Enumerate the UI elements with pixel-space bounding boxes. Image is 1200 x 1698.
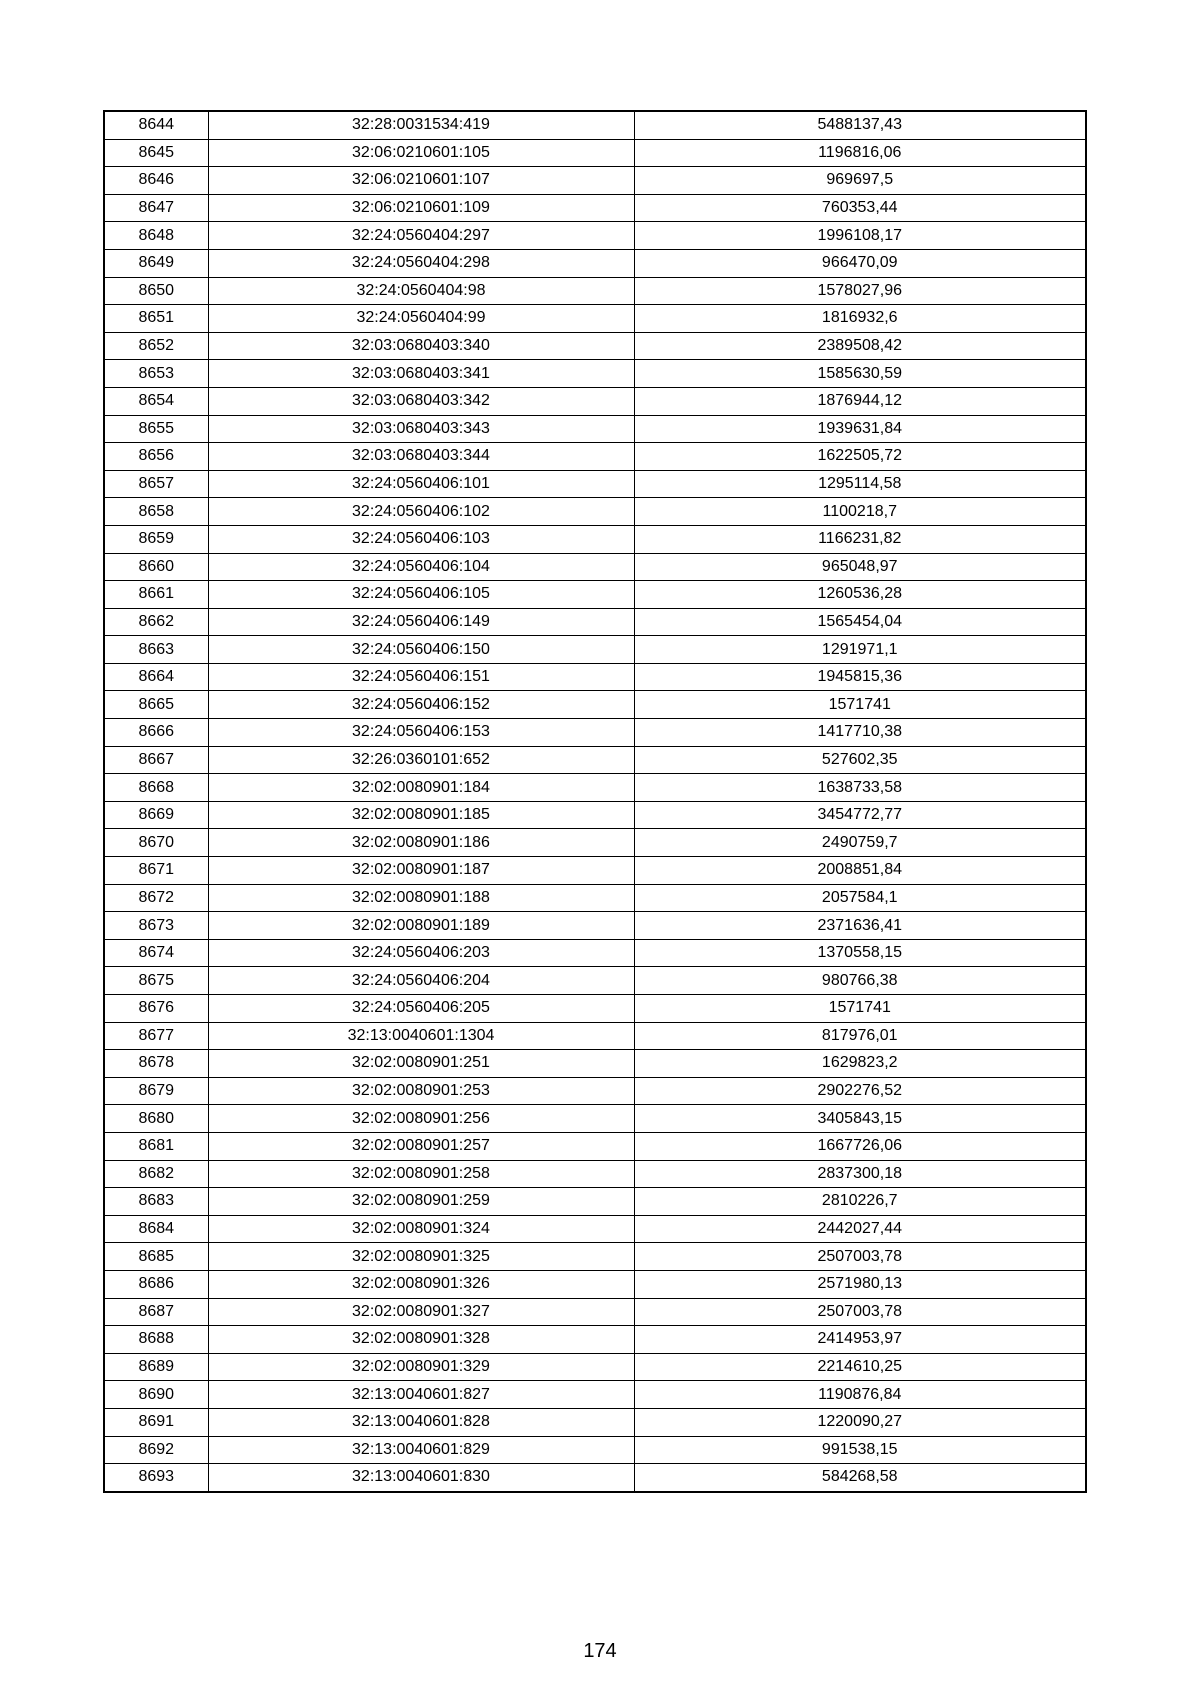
row-number-cell: 8680: [104, 1105, 208, 1133]
value-cell: 1622505,72: [634, 443, 1086, 471]
row-number-cell: 8649: [104, 249, 208, 277]
cadastral-number-cell: 32:02:0080901:188: [208, 884, 634, 912]
value-cell: 2442027,44: [634, 1215, 1086, 1243]
cadastral-number-cell: 32:13:0040601:1304: [208, 1022, 634, 1050]
row-number-cell: 8658: [104, 498, 208, 526]
value-cell: 1196816,06: [634, 139, 1086, 167]
table-row: [104, 691, 1086, 719]
table-row: [104, 553, 1086, 581]
table-row: [104, 1464, 1086, 1492]
table-row: [104, 608, 1086, 636]
table-row: [104, 360, 1086, 388]
cadastral-number-cell: 32:24:0560406:203: [208, 939, 634, 967]
value-cell: 2507003,78: [634, 1298, 1086, 1326]
value-cell: 2371636,41: [634, 912, 1086, 940]
value-cell: 2507003,78: [634, 1243, 1086, 1271]
value-cell: 527602,35: [634, 746, 1086, 774]
row-number-cell: 8683: [104, 1188, 208, 1216]
cadastral-number-cell: 32:03:0680403:344: [208, 443, 634, 471]
row-number-cell: 8650: [104, 277, 208, 305]
row-number-cell: 8686: [104, 1270, 208, 1298]
cadastral-number-cell: 32:06:0210601:105: [208, 139, 634, 167]
row-number-cell: 8667: [104, 746, 208, 774]
value-cell: 3405843,15: [634, 1105, 1086, 1133]
value-cell: 1260536,28: [634, 581, 1086, 609]
row-number-cell: 8656: [104, 443, 208, 471]
value-cell: 2414953,97: [634, 1326, 1086, 1354]
cadastral-number-cell: 32:02:0080901:328: [208, 1326, 634, 1354]
cadastral-number-cell: 32:02:0080901:329: [208, 1353, 634, 1381]
row-number-cell: 8644: [104, 111, 208, 139]
value-cell: 966470,09: [634, 249, 1086, 277]
cadastral-number-cell: 32:03:0680403:341: [208, 360, 634, 388]
table-row: [104, 1243, 1086, 1271]
table-row: [104, 415, 1086, 443]
cadastral-number-cell: 32:02:0080901:256: [208, 1105, 634, 1133]
row-number-cell: 8671: [104, 857, 208, 885]
value-cell: 760353,44: [634, 194, 1086, 222]
row-number-cell: 8653: [104, 360, 208, 388]
value-cell: 1295114,58: [634, 470, 1086, 498]
value-cell: 3454772,77: [634, 801, 1086, 829]
table-row: [104, 1160, 1086, 1188]
value-cell: 1571741: [634, 995, 1086, 1023]
row-number-cell: 8691: [104, 1408, 208, 1436]
value-cell: 2810226,7: [634, 1188, 1086, 1216]
cadastral-number-cell: 32:03:0680403:342: [208, 387, 634, 415]
table-row: [104, 1105, 1086, 1133]
value-cell: 1816932,6: [634, 305, 1086, 333]
value-cell: 1100218,7: [634, 498, 1086, 526]
cadastral-number-cell: 32:03:0680403:343: [208, 415, 634, 443]
cadastral-number-cell: 32:24:0560406:204: [208, 967, 634, 995]
cadastral-number-cell: 32:02:0080901:326: [208, 1270, 634, 1298]
cadastral-number-cell: 32:24:0560406:152: [208, 691, 634, 719]
row-number-cell: 8688: [104, 1326, 208, 1354]
value-cell: 1370558,15: [634, 939, 1086, 967]
table-row: [104, 470, 1086, 498]
row-number-cell: 8652: [104, 332, 208, 360]
value-cell: 1190876,84: [634, 1381, 1086, 1409]
cadastral-number-cell: 32:02:0080901:324: [208, 1215, 634, 1243]
row-number-cell: 8662: [104, 608, 208, 636]
row-number-cell: 8690: [104, 1381, 208, 1409]
value-cell: 991538,15: [634, 1436, 1086, 1464]
table-row: [104, 829, 1086, 857]
cadastral-number-cell: 32:13:0040601:827: [208, 1381, 634, 1409]
table-row: [104, 1270, 1086, 1298]
cadastral-number-cell: 32:13:0040601:829: [208, 1436, 634, 1464]
cadastral-number-cell: 32:24:0560404:297: [208, 222, 634, 250]
value-cell: 969697,5: [634, 167, 1086, 195]
row-number-cell: 8677: [104, 1022, 208, 1050]
table-row: [104, 387, 1086, 415]
row-number-cell: 8670: [104, 829, 208, 857]
row-number-cell: 8665: [104, 691, 208, 719]
row-number-cell: 8664: [104, 663, 208, 691]
row-number-cell: 8684: [104, 1215, 208, 1243]
cadastral-number-cell: 32:02:0080901:259: [208, 1188, 634, 1216]
row-number-cell: 8692: [104, 1436, 208, 1464]
table-row: [104, 967, 1086, 995]
cadastral-number-cell: 32:24:0560406:102: [208, 498, 634, 526]
row-number-cell: 8655: [104, 415, 208, 443]
row-number-cell: 8654: [104, 387, 208, 415]
value-cell: 2571980,13: [634, 1270, 1086, 1298]
row-number-cell: 8659: [104, 525, 208, 553]
table-body: [104, 111, 1086, 1492]
table-row: [104, 884, 1086, 912]
cadastral-number-cell: 32:02:0080901:325: [208, 1243, 634, 1271]
table-row: [104, 1022, 1086, 1050]
table-row: [104, 1077, 1086, 1105]
cadastral-number-cell: 32:06:0210601:109: [208, 194, 634, 222]
cadastral-number-cell: 32:24:0560406:103: [208, 525, 634, 553]
value-cell: 584268,58: [634, 1464, 1086, 1492]
cadastral-number-cell: 32:02:0080901:187: [208, 857, 634, 885]
table-row: [104, 249, 1086, 277]
row-number-cell: 8648: [104, 222, 208, 250]
value-cell: 980766,38: [634, 967, 1086, 995]
table-row: [104, 939, 1086, 967]
row-number-cell: 8651: [104, 305, 208, 333]
cadastral-number-cell: 32:24:0560406:104: [208, 553, 634, 581]
row-number-cell: 8676: [104, 995, 208, 1023]
row-number-cell: 8660: [104, 553, 208, 581]
cadastral-number-cell: 32:02:0080901:189: [208, 912, 634, 940]
value-cell: 1996108,17: [634, 222, 1086, 250]
value-cell: 1939631,84: [634, 415, 1086, 443]
row-number-cell: 8687: [104, 1298, 208, 1326]
table-row: [104, 139, 1086, 167]
value-cell: 2490759,7: [634, 829, 1086, 857]
table-row: [104, 1132, 1086, 1160]
value-cell: 1571741: [634, 691, 1086, 719]
row-number-cell: 8672: [104, 884, 208, 912]
cadastral-number-cell: 32:02:0080901:258: [208, 1160, 634, 1188]
cadastral-number-cell: 32:02:0080901:185: [208, 801, 634, 829]
cadastral-number-cell: 32:28:0031534:419: [208, 111, 634, 139]
row-number-cell: 8682: [104, 1160, 208, 1188]
table-row: [104, 1436, 1086, 1464]
cadastral-number-cell: 32:24:0560406:151: [208, 663, 634, 691]
value-cell: 1667726,06: [634, 1132, 1086, 1160]
cadastral-number-cell: 32:24:0560406:205: [208, 995, 634, 1023]
row-number-cell: 8645: [104, 139, 208, 167]
row-number-cell: 8646: [104, 167, 208, 195]
cadastral-number-cell: 32:24:0560404:99: [208, 305, 634, 333]
table-row: [104, 305, 1086, 333]
row-number-cell: 8693: [104, 1464, 208, 1492]
table-row: [104, 746, 1086, 774]
row-number-cell: 8663: [104, 636, 208, 664]
row-number-cell: 8679: [104, 1077, 208, 1105]
value-cell: 2389508,42: [634, 332, 1086, 360]
table-row: [104, 194, 1086, 222]
cadastral-number-cell: 32:06:0210601:107: [208, 167, 634, 195]
cadastral-number-cell: 32:24:0560406:105: [208, 581, 634, 609]
value-cell: 1565454,04: [634, 608, 1086, 636]
table-row: [104, 1188, 1086, 1216]
cadastral-number-cell: 32:02:0080901:251: [208, 1050, 634, 1078]
value-cell: 2008851,84: [634, 857, 1086, 885]
row-number-cell: 8657: [104, 470, 208, 498]
row-number-cell: 8674: [104, 939, 208, 967]
table-row: [104, 663, 1086, 691]
table-row: [104, 443, 1086, 471]
table-row: [104, 332, 1086, 360]
table-row: [104, 774, 1086, 802]
table-row: [104, 222, 1086, 250]
row-number-cell: 8689: [104, 1353, 208, 1381]
cadastral-number-cell: 32:13:0040601:830: [208, 1464, 634, 1492]
value-cell: 5488137,43: [634, 111, 1086, 139]
table-row: [104, 1326, 1086, 1354]
page-number: 174: [583, 1640, 617, 1662]
value-cell: 1578027,96: [634, 277, 1086, 305]
value-cell: 1629823,2: [634, 1050, 1086, 1078]
table-row: [104, 857, 1086, 885]
value-cell: 1638733,58: [634, 774, 1086, 802]
cadastral-number-cell: 32:24:0560406:149: [208, 608, 634, 636]
table-row: [104, 581, 1086, 609]
cadastral-number-cell: 32:24:0560406:150: [208, 636, 634, 664]
table-row: [104, 1381, 1086, 1409]
row-number-cell: 8668: [104, 774, 208, 802]
row-number-cell: 8673: [104, 912, 208, 940]
row-number-cell: 8675: [104, 967, 208, 995]
value-cell: 2902276,52: [634, 1077, 1086, 1105]
row-number-cell: 8669: [104, 801, 208, 829]
row-number-cell: 8661: [104, 581, 208, 609]
cadastral-number-cell: 32:24:0560406:101: [208, 470, 634, 498]
value-cell: 2837300,18: [634, 1160, 1086, 1188]
row-number-cell: 8647: [104, 194, 208, 222]
value-cell: 1876944,12: [634, 387, 1086, 415]
table-row: [104, 1353, 1086, 1381]
cadastral-number-cell: 32:24:0560406:153: [208, 719, 634, 747]
table-row: [104, 111, 1086, 139]
cadastral-number-cell: 32:13:0040601:828: [208, 1408, 634, 1436]
table-row: [104, 801, 1086, 829]
value-cell: 1291971,1: [634, 636, 1086, 664]
cadastral-number-cell: 32:02:0080901:253: [208, 1077, 634, 1105]
data-table: [103, 110, 1087, 1493]
table-row: [104, 1408, 1086, 1436]
cadastral-number-cell: 32:24:0560404:98: [208, 277, 634, 305]
cadastral-number-cell: 32:03:0680403:340: [208, 332, 634, 360]
value-cell: 1585630,59: [634, 360, 1086, 388]
value-cell: 1945815,36: [634, 663, 1086, 691]
table-row: [104, 995, 1086, 1023]
cadastral-number-cell: 32:26:0360101:652: [208, 746, 634, 774]
table-row: [104, 498, 1086, 526]
table-row: [104, 277, 1086, 305]
value-cell: 1417710,38: [634, 719, 1086, 747]
table-row: [104, 1050, 1086, 1078]
value-cell: 965048,97: [634, 553, 1086, 581]
value-cell: 1220090,27: [634, 1408, 1086, 1436]
table-row: [104, 167, 1086, 195]
table-row: [104, 525, 1086, 553]
value-cell: 817976,01: [634, 1022, 1086, 1050]
table-row: [104, 719, 1086, 747]
row-number-cell: 8685: [104, 1243, 208, 1271]
table-row: [104, 1298, 1086, 1326]
table-row: [104, 636, 1086, 664]
row-number-cell: 8678: [104, 1050, 208, 1078]
cadastral-number-cell: 32:02:0080901:184: [208, 774, 634, 802]
cadastral-number-cell: 32:02:0080901:327: [208, 1298, 634, 1326]
value-cell: 1166231,82: [634, 525, 1086, 553]
value-cell: 2057584,1: [634, 884, 1086, 912]
cadastral-number-cell: 32:02:0080901:257: [208, 1132, 634, 1160]
cadastral-number-cell: 32:24:0560404:298: [208, 249, 634, 277]
row-number-cell: 8666: [104, 719, 208, 747]
row-number-cell: 8681: [104, 1132, 208, 1160]
cadastral-number-cell: 32:02:0080901:186: [208, 829, 634, 857]
table-row: [104, 912, 1086, 940]
table-row: [104, 1215, 1086, 1243]
value-cell: 2214610,25: [634, 1353, 1086, 1381]
